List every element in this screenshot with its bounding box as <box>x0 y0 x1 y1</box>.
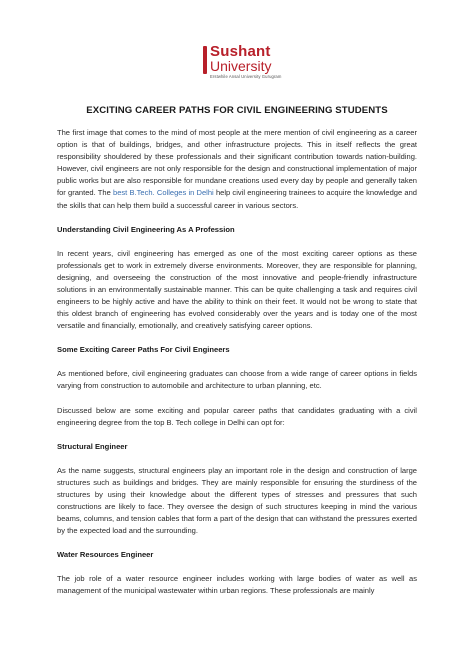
logo-mark-icon <box>203 46 207 74</box>
intro-text-a: The first image that comes to the mind of most people at the mere mention of civil engineering as a career option is that of buildings, bridges, and other infrastructure projects. This in itself reflects the great responsibility shouldered by these professionals and their significant contribution towards nation-building. However, civil engineers are not only responsible for the design and constructional implementation of major public works but are also responsible for mundane creations used every day by people and generally taken for granted. The <box>57 128 417 198</box>
section-heading-water: Water Resources Engineer <box>57 550 154 560</box>
logo-tagline: Erstwhile Ansal University Gurugram <box>210 74 282 79</box>
intro-paragraph <box>57 127 417 212</box>
university-logo <box>203 44 281 79</box>
section-heading-profession: Understanding Civil Engineering As A Profession <box>57 224 235 234</box>
water-paragraph: The job role of a water resource engineer includes working with large bodies of water as well as management of the municipal wastewater within urban regions. These professionals are mainly <box>57 574 417 596</box>
logo-name-line2: University <box>210 58 272 74</box>
document-title: EXCITING CAREER PATHS FOR CIVIL ENGINEERING STUDENTS <box>86 105 388 116</box>
logo-text <box>210 44 281 79</box>
section-heading-structural: Structural Engineer <box>57 441 128 451</box>
career-paths-intro-paragraph: Discussed below are some exciting and popular career paths that candidates graduating with a civil engineering degree from the top B. Tech college in Delhi can opt for: <box>57 405 417 427</box>
profession-paragraph: In recent years, civil engineering has emerged as one of the most exciting career options as these professionals get to work in extremely diverse environments. Moreover, they are responsible for planning, designing, and overseeing the construction of the most innovative and people-friendly infrastructure solutions in an environmentally sustainable manner. This can be quite challenging a task and requires civil engineers to be highly active and have the ability to think on their feet. It would not be wrong to state that this oldest branch of engineering has evolved considerably over the years and is today one of the most versatile and financially, emotionally, and creatively satisfying career options. <box>57 248 417 331</box>
section-heading-career-paths: Some Exciting Career Paths For Civil Engineers <box>57 345 230 355</box>
colleges-link[interactable]: best B.Tech. Colleges in Delhi <box>113 188 214 198</box>
intro-text-b: help civil engineering trainees to acquire the knowledge and the skills that can help them build a successful career in various sectors. <box>57 188 417 210</box>
logo-name-line1: Sushant <box>210 43 271 60</box>
career-options-paragraph: As mentioned before, civil engineering graduates can choose from a wide range of career options in fields varying from construction to automobile and architecture to urban planning, etc. <box>57 369 417 391</box>
document-body <box>57 127 417 609</box>
structural-paragraph: As the name suggests, structural engineers play an important role in the design and construction of large structures such as buildings and bridges. They are mainly responsible for ensuring the sturdiness of the structures by using their knowledge about the different types of stresses and pressures that such constructions are likely to face. They oversee the design of such structures keeping in mind the various beams, columns, and tension cables that form a part of the design that can withstand the pressures exerted by the expected load and the surrounding. <box>57 465 417 536</box>
